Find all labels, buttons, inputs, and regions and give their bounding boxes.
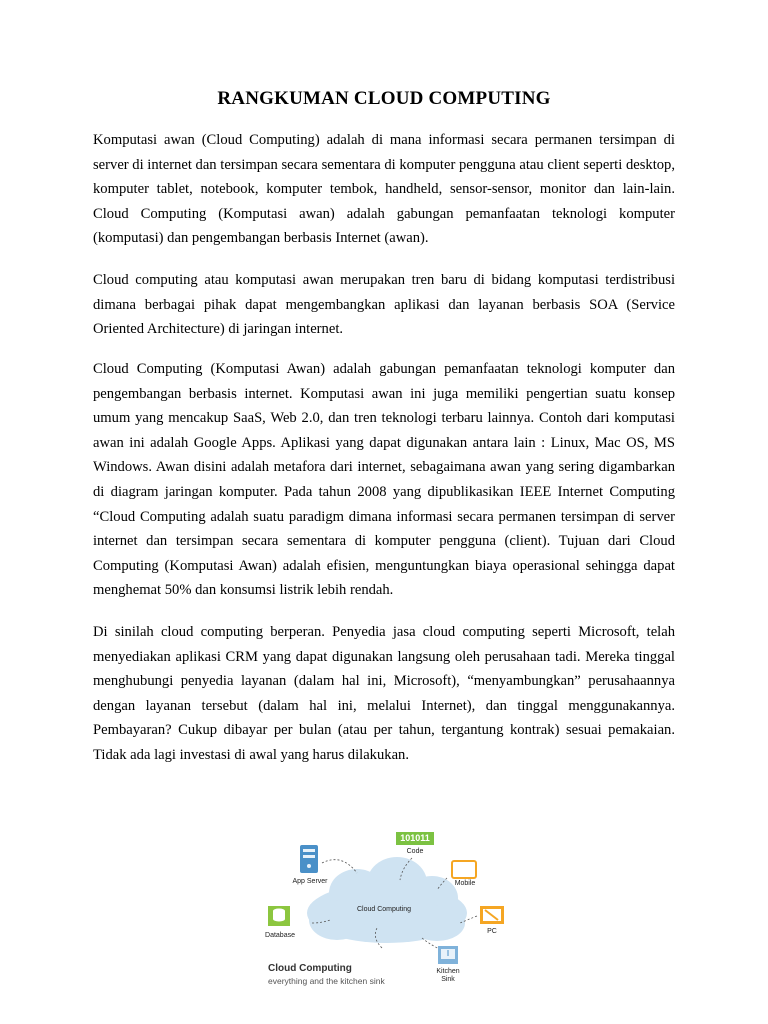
paragraph-1: Komputasi awan (Cloud Computing) adalah di mana informasi secara permanen tersimpan di server di internet dan tersimpan secara sementara di komputer pengguna atau client seperti desktop, komputer tablet, notebook, komputer tembok, handheld, sensor-sensor, monitor dan lain-lain. Cloud Computing (Komputasi awan) adalah gabungan pemanfaatan teknologi komputer (komputasi) dan pengembangan berbasis Internet (awan). (93, 132, 675, 247)
code-label: Code (406, 848, 424, 855)
app-server-icon (300, 845, 318, 873)
database-icon (268, 906, 290, 926)
diagram-graphics (262, 828, 520, 1018)
paragraph-4: Di sinilah cloud computing berperan. Penyedia jasa cloud computing seperti Microsoft, telah menyediakan aplikasi CRM yang dapat digunakan langsung oleh perusahaan tadi. Mereka tinggal menghubungi penyedia layanan (dalam hal ini, Microsoft), “menyambungkan” perusahaannya dengan layanan tersebut (dalam hal ini, melalui Internet), dan tinggal menggunakannya. Pembayaran? Cukup dibayar per bulan (atau per tahun, tergantung kontrak) sesuai pemakaian. Tidak ada lagi investasi di awal yang harus dilakukan. (93, 624, 675, 763)
pc-icon (480, 906, 504, 924)
paragraph-2: Cloud computing atau komputasi awan merupakan tren baru di bidang komputasi terdistribusi dimana berbagai pihak dapat mengembangkan aplikasi dan layanan berbasis SOA (Service Oriented Architecture) di jaringan internet. (93, 272, 675, 338)
mobile-icon (452, 861, 476, 878)
page-title: RANGKUMAN CLOUD COMPUTING (217, 88, 551, 109)
cloud-label: Cloud Computing (356, 906, 412, 913)
paragraph-3: Cloud Computing (Komputasi Awan) adalah gabungan pemanfaatan teknologi komputer dan pengembangan berbasis internet. Komputasi awan ini juga memiliki pengertian suatu konsep umum yang mencakup SaaS, Web 2.0, dan tren teknologi terbaru lainnya. Contoh dari komputasi awan ini adalah Google Apps. Aplikasi yang dapat digunakan antara lain : Linux, Mac OS, MS Windows. Awan disini adalah metafora dari internet, sebagaimana awan yang sering digambarkan di diagram jaringan komputer. Pada tahun 2008 yang dipublikasikan IEEE Internet Computing “Cloud Computing adalah suatu paradigm dimana informasi secara permanen tersimpan di server internet dan tersimpan secara sementara di komputer pengguna (client). Tujuan dari Cloud Computing (Komputasi Awan) adalah efisien, menguntungkan biaya operasional sehingga dapat menghemat 50% dan konsumsi listrik lebih rendah. (93, 361, 675, 599)
kitchen-sink-label: Kitchen Sink (436, 968, 460, 983)
database-label: Database (265, 932, 295, 939)
mobile-label: Mobile (454, 880, 476, 887)
figure-caption-title: Cloud Computing (268, 963, 352, 974)
cloud-computing-diagram (262, 828, 520, 1018)
figure-caption-subtitle: everything and the kitchen sink (268, 976, 385, 986)
cloud-icon (307, 857, 467, 943)
code-badge: 101011 (396, 832, 434, 845)
app-server-label: App Server (292, 878, 328, 885)
kitchen-sink-icon (438, 946, 458, 964)
pc-label: PC (487, 928, 497, 935)
